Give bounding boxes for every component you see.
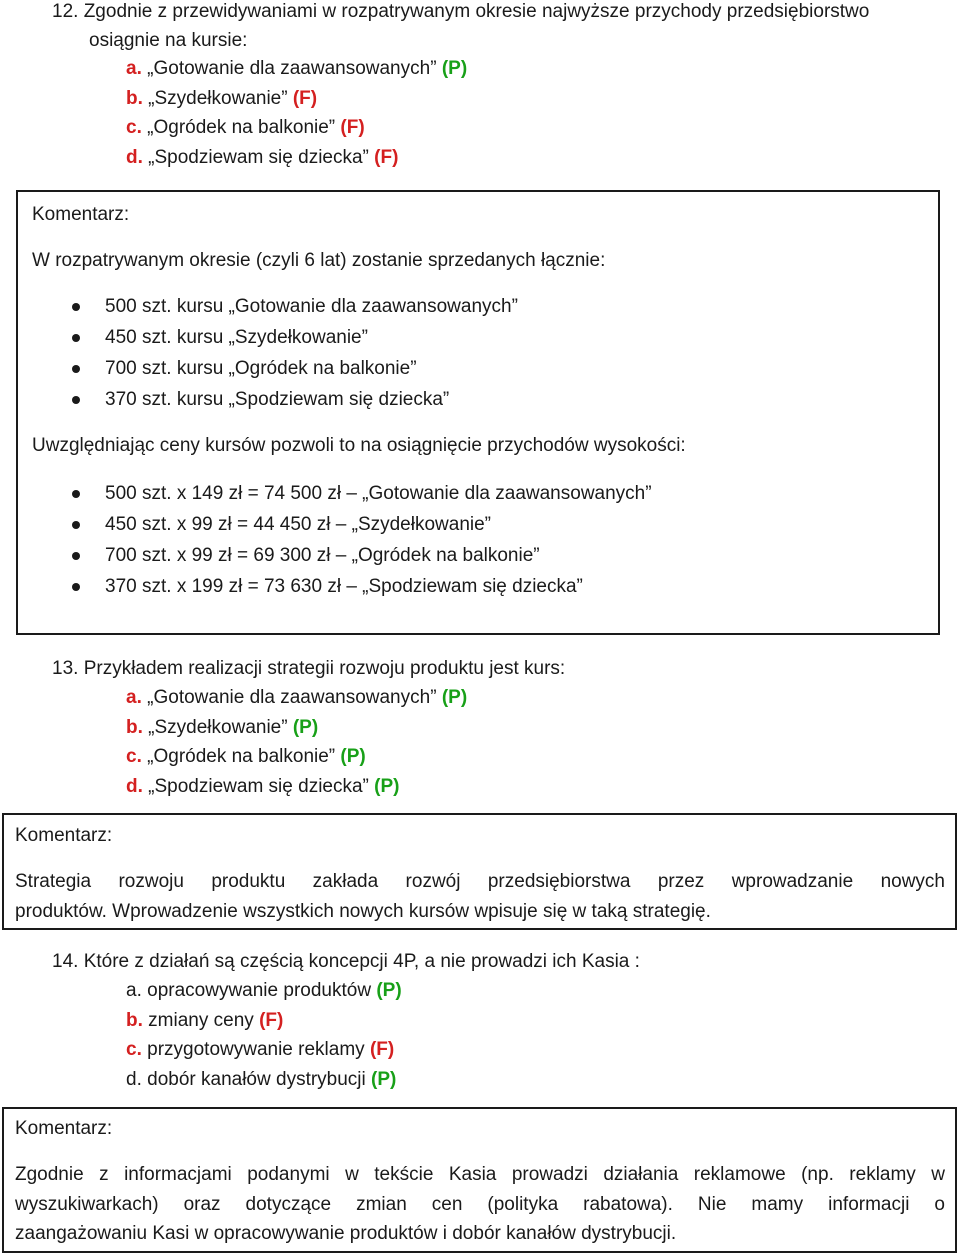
option-letter: c.: [126, 1039, 142, 1060]
option-text: „Spodziewam się dziecka”: [148, 147, 369, 168]
option-text: dobór kanałów dystrybucji: [147, 1069, 366, 1090]
option-letter: a.: [126, 687, 142, 708]
option-mark: (P): [441, 58, 468, 79]
q14-question-text: Które z działań są częścią koncepcji 4P, a nie prowadzi ich Kasia :: [83, 951, 640, 972]
option-mark: (P): [374, 776, 400, 797]
option-text: opracowywanie produktów: [147, 980, 372, 1001]
option-mark: (F): [369, 1039, 395, 1060]
option-text: „Szydełkowanie”: [148, 717, 288, 738]
q12-comment-label: Komentarz:: [32, 204, 130, 225]
q12-revenue-item: 500 szt. x 149 zł = 74 500 zł – „Gotowanie dla zaawansowanych”: [105, 483, 652, 504]
bullet-icon: [72, 303, 80, 311]
bullet-icon: [72, 552, 80, 560]
q13-option-a: [126, 686, 467, 710]
option-text: przygotowywanie reklamy: [147, 1039, 365, 1060]
option-mark: (F): [340, 117, 365, 138]
option-mark: (P): [376, 980, 402, 1001]
q13-number: 13.: [52, 658, 79, 679]
bullet-icon: [72, 521, 80, 529]
bullet-icon: [72, 334, 80, 342]
option-letter: c.: [126, 746, 142, 767]
option-text: zmiany ceny: [148, 1010, 254, 1031]
q12-number: 12.: [52, 1, 79, 22]
q12-sales-item: 700 szt. kursu „Ogródek na balkonie”: [105, 358, 417, 379]
option-text: „Szydełkowanie”: [148, 88, 288, 109]
q13-question-text: Przykładem realizacji strategii rozwoju produktu jest kurs:: [83, 658, 566, 679]
bullet-icon: [72, 365, 80, 373]
option-mark: (F): [259, 1010, 284, 1031]
q12-option-b: [126, 87, 317, 111]
option-letter: d.: [126, 147, 143, 168]
q13-question: [52, 657, 565, 681]
option-text: „Spodziewam się dziecka”: [148, 776, 369, 797]
option-mark: (F): [292, 88, 318, 109]
option-letter: a.: [126, 980, 142, 1001]
bullet-icon: [72, 583, 80, 591]
option-text: „Ogródek na balkonie”: [147, 746, 336, 767]
q12-revenue-item: 450 szt. x 99 zł = 44 450 zł – „Szydełkowanie”: [105, 514, 492, 535]
option-letter: b.: [126, 1010, 143, 1031]
q14-option-b: [126, 1009, 283, 1033]
q14-option-d: [126, 1068, 396, 1092]
q13-comment-line2: produktów. Wprowadzenie wszystkich nowych kursów wpisuje się w taką strategię.: [15, 901, 711, 922]
q14-question: [52, 950, 640, 974]
option-letter: d.: [126, 1069, 142, 1090]
q14-comment-label: Komentarz:: [15, 1118, 113, 1139]
option-mark: (P): [441, 687, 468, 708]
q12-option-d: [126, 146, 398, 170]
q12-option-c: [126, 116, 365, 140]
q14-comment-line3: zaangażowaniu Kasi w opracowywanie produktów i dobór kanałów dystrybucji.: [15, 1223, 677, 1244]
option-text: „Gotowanie dla zaawansowanych”: [147, 687, 437, 708]
q12-comment-intro: W rozpatrywanym okresie (czyli 6 lat) zostanie sprzedanych łącznie:: [32, 250, 606, 271]
q13-comment-line1: Strategia rozwoju produktu zakłada rozwój przedsiębiorstwa przez wprowadzanie nowych: [15, 871, 945, 892]
option-letter: c.: [126, 117, 142, 138]
option-letter: b.: [126, 88, 143, 109]
option-letter: b.: [126, 717, 143, 738]
q12-option-a: [126, 57, 467, 81]
q12-question-text-1: Zgodnie z przewidywaniami w rozpatrywanym okresie najwyższe przychody przedsiębiorstwo: [83, 1, 870, 22]
q14-option-c: [126, 1038, 394, 1062]
q12-revenue-intro: Uwzględniając ceny kursów pozwoli to na osiągnięcie przychodów wysokości:: [32, 435, 686, 456]
q14-option-a: [126, 979, 402, 1003]
option-text: „Gotowanie dla zaawansowanych”: [147, 58, 437, 79]
option-mark: (F): [374, 147, 399, 168]
q13-option-c: [126, 745, 366, 769]
q14-comment-line1: Zgodnie z informacjami podanymi w tekście Kasia prowadzi działania reklamowe (np. reklamy w: [15, 1164, 945, 1185]
q12-revenue-item: 370 szt. x 199 zł = 73 630 zł – „Spodziewam się dziecka”: [105, 576, 583, 597]
bullet-icon: [72, 490, 80, 498]
bullet-icon: [72, 396, 80, 404]
q13-comment-label: Komentarz:: [15, 825, 113, 846]
q12-question-line2: osiągnie na kursie:: [89, 30, 248, 51]
option-text: „Ogródek na balkonie”: [147, 117, 336, 138]
q12-sales-item: 500 szt. kursu „Gotowanie dla zaawansowanych”: [105, 296, 518, 317]
q12-sales-item: 370 szt. kursu „Spodziewam się dziecka”: [105, 389, 450, 410]
option-letter: a.: [126, 58, 142, 79]
q14-comment-line2: wyszukiwarkach) oraz dotyczące zmian cen (polityka rabatowa). Nie mamy informacji o: [15, 1194, 945, 1215]
option-mark: (P): [340, 746, 366, 767]
q13-option-d: [126, 775, 399, 799]
option-letter: d.: [126, 776, 143, 797]
option-mark: (P): [371, 1069, 397, 1090]
q12-sales-item: 450 szt. kursu „Szydełkowanie”: [105, 327, 368, 348]
q14-number: 14.: [52, 951, 79, 972]
q12-question-line1: [52, 0, 869, 24]
q12-revenue-item: 700 szt. x 99 zł = 69 300 zł – „Ogródek na balkonie”: [105, 545, 540, 566]
q13-option-b: [126, 716, 318, 740]
option-mark: (P): [292, 717, 319, 738]
